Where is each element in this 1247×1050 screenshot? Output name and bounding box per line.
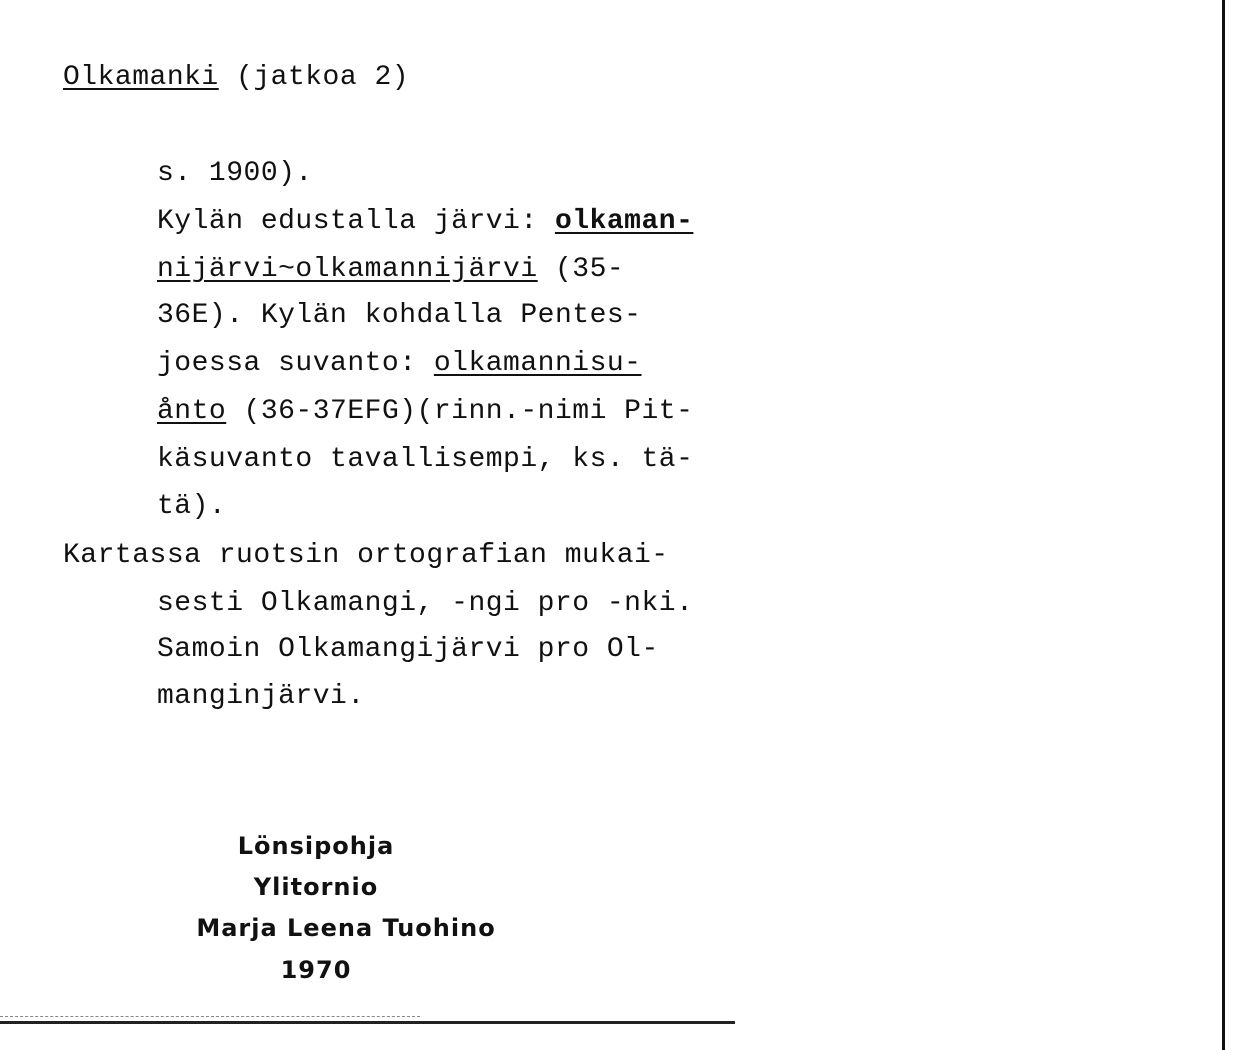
- body-line: [157, 491, 226, 523]
- underlined-name: olkaman-: [554, 206, 694, 237]
- body-fragment: 36E). Kylän kohdalla Pentes-: [157, 300, 642, 331]
- underlined-name: olkamannisu-: [433, 348, 642, 379]
- stamp-year: 1970: [280, 956, 352, 984]
- body-line: [157, 348, 641, 380]
- note-line: manginjärvi.: [157, 681, 365, 712]
- bottom-divider: [0, 1021, 735, 1024]
- heading-suffix: (jatkoa 2): [218, 62, 410, 93]
- note-line: Kartassa ruotsin ortografian mukai-: [63, 540, 669, 571]
- body-fragment: tä).: [157, 491, 227, 522]
- stamp-region: Lönsipohja: [237, 832, 395, 860]
- note-line: Samoin Olkamangijärvi pro Ol-: [157, 634, 659, 665]
- body-line: [157, 158, 313, 190]
- body-fragment: joessa suvanto:: [157, 348, 434, 379]
- underlined-name: ånto: [157, 396, 227, 427]
- body-fragment: (35-: [537, 254, 625, 285]
- body-line: [157, 396, 693, 428]
- body-line: [157, 254, 624, 286]
- stamp-collector: Marja Leena Tuohino: [196, 914, 496, 942]
- card-heading: [63, 62, 409, 94]
- bottom-divider-faint: [0, 1016, 420, 1018]
- card-edge-line: [1222, 0, 1225, 1050]
- body-fragment: s. 1900).: [157, 158, 313, 189]
- stamp-parish: Ylitornio: [253, 873, 379, 901]
- body-fragment: (36-37EFG)(rinn.-nimi Pit-: [226, 396, 694, 427]
- body-line: [157, 300, 641, 332]
- body-fragment: Kylän edustalla järvi:: [157, 206, 555, 237]
- body-line: [157, 206, 693, 238]
- note-line: sesti Olkamangi, -ngi pro -nki.: [157, 588, 694, 619]
- body-line: [157, 444, 693, 476]
- body-fragment: käsuvanto tavallisempi, ks. tä-: [157, 444, 694, 475]
- place-name: Olkamanki: [63, 62, 219, 93]
- underlined-name: nijärvi~olkamannijärvi: [157, 254, 538, 285]
